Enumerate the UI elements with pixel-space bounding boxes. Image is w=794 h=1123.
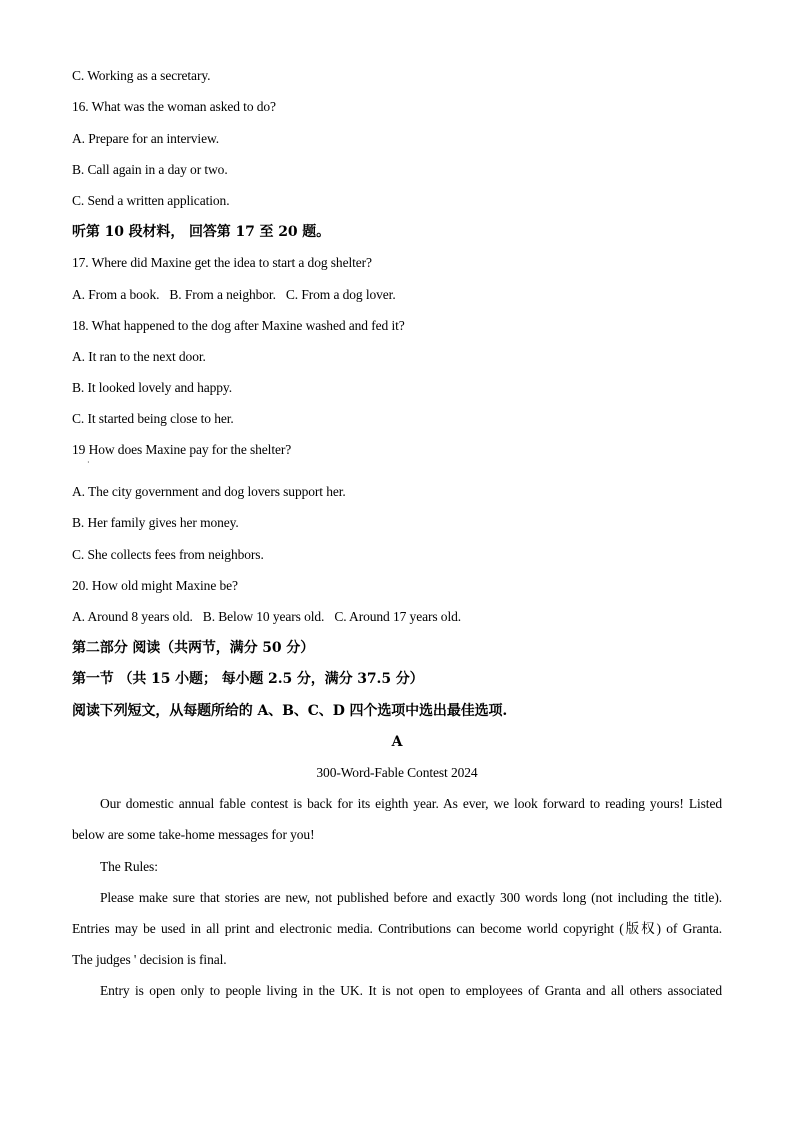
q20-options — [72, 608, 461, 626]
passage-p3-line1: Entry is open only to people living in the UK. It is not open to employees of Granta and all others associated — [100, 983, 722, 998]
q17-option-c: C. From a dog lover. — [285, 287, 396, 302]
q17-option-a: A. From a book. — [72, 287, 160, 302]
q19-dot-mark: · — [87, 458, 90, 467]
rules-label: The Rules: — [100, 859, 158, 874]
passage-title: 300-Word-Fable Contest 2024 — [316, 765, 478, 780]
q20-option-a: A. Around 8 years old. — [72, 609, 193, 624]
passage-p2-line2: Entries may be used in all print and electronic media. Contributions can become world copyright (版权) of Granta. — [72, 921, 722, 936]
q15-option-c: C. Working as a secretary. — [72, 68, 211, 83]
q16-stem: 16. What was the woman asked to do? — [72, 99, 276, 114]
q16-option-a: A. Prepare for an interview. — [72, 131, 220, 146]
passage-p1-line2: below are some take-home messages for you! — [72, 827, 315, 842]
q19-stem: 19 How does Maxine pay for the shelter? — [72, 442, 292, 457]
q17-stem: 17. Where did Maxine get the idea to start a dog shelter? — [72, 255, 372, 270]
q17-option-b: B. From a neighbor. — [169, 287, 276, 302]
part2-section1-heading: 第一节 （共 15 小题； 每小题 2.5 分，满分 37.5 分） — [72, 671, 424, 687]
q17-options — [72, 286, 396, 304]
q16-option-b: B. Call again in a day or two. — [72, 162, 228, 177]
q18-option-a: A. It ran to the next door. — [72, 349, 206, 364]
q18-stem: 18. What happened to the dog after Maxine washed and fed it? — [72, 318, 405, 333]
q19-option-b: B. Her family gives her money. — [72, 515, 239, 530]
q19-option-a: A. The city government and dog lovers support her. — [72, 484, 346, 499]
passage-letter: A — [391, 734, 403, 750]
passage-p1-line1: Our domestic annual fable contest is back for its eighth year. As ever, we look forward to reading yours! Listed — [100, 796, 722, 811]
part2-heading: 第二部分 阅读（共两节，满分 50 分） — [72, 640, 315, 656]
q19-option-c: C. She collects fees from neighbors. — [72, 547, 264, 562]
q16-option-c: C. Send a written application. — [72, 193, 230, 208]
passage-p2-line3: The judges ' decision is final. — [72, 952, 227, 967]
q18-option-b: B. It looked lovely and happy. — [72, 380, 232, 395]
passage-p2-line1: Please make sure that stories are new, not published before and exactly 300 words long (not including the title). — [100, 890, 722, 905]
part2-instruction: 阅读下列短文，从每题所给的 A、B、C、D 四个选项中选出最佳选项. — [72, 703, 508, 719]
section10-heading: 听第 10 段材料， 回答第 17 至 20 题。 — [72, 224, 331, 240]
q18-option-c: C. It started being close to her. — [72, 411, 234, 426]
q20-option-c: C. Around 17 years old. — [334, 609, 462, 624]
q20-option-b: B. Below 10 years old. — [202, 609, 325, 624]
q20-stem: 20. How old might Maxine be? — [72, 578, 238, 593]
